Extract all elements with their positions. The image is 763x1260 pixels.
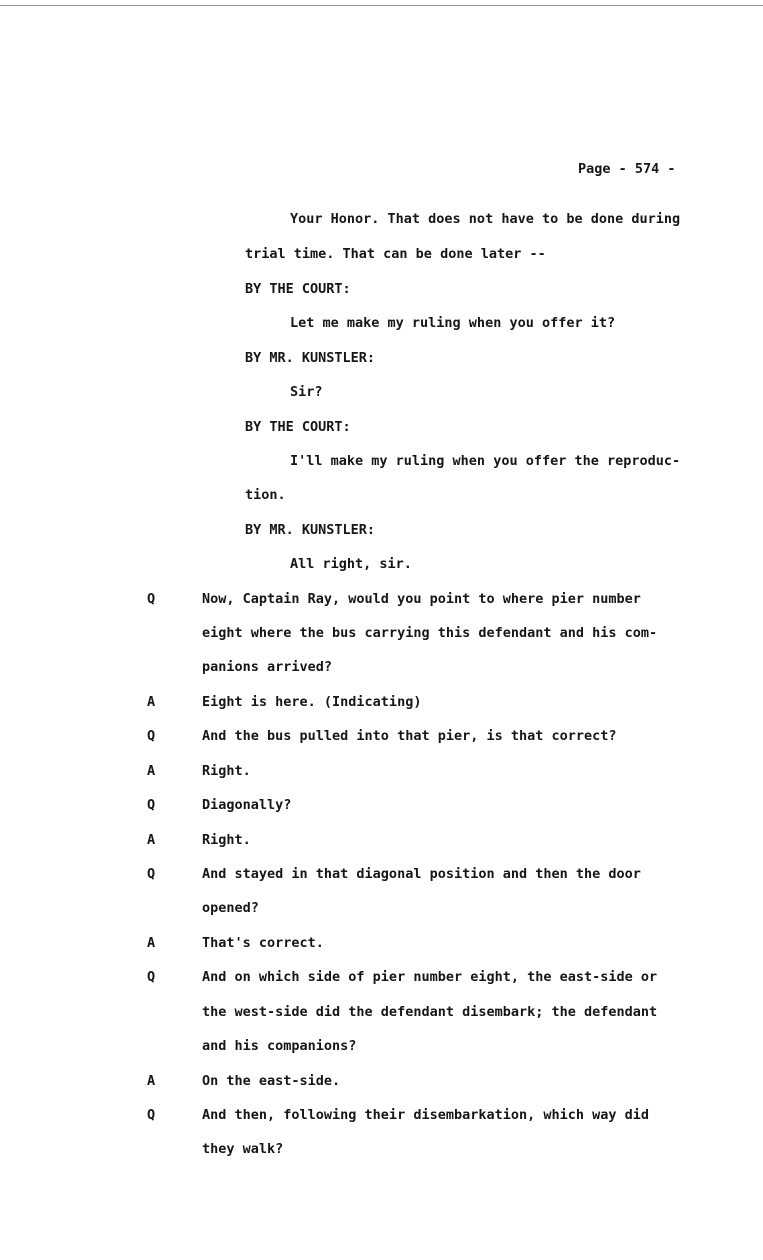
transcript-line: Sir?	[290, 384, 323, 400]
qa-label: Q	[147, 797, 156, 813]
qa-text: That's correct.	[202, 935, 324, 951]
transcript-line: trial time. That can be done later --	[245, 246, 546, 262]
speaker-heading: BY THE COURT:	[245, 419, 351, 435]
qa-label: Q	[147, 728, 156, 744]
page-number: Page - 574 -	[578, 161, 676, 177]
qa-text: Eight is here. (Indicating)	[202, 694, 422, 710]
qa-text: Diagonally?	[202, 797, 292, 813]
transcript-line: Let me make my ruling when you offer it?	[290, 315, 616, 331]
speaker-heading: BY MR. KUNSTLER:	[245, 350, 376, 366]
transcript-line: tion.	[245, 487, 286, 503]
qa-text: the west-side did the defendant disembark; the defendant	[202, 1004, 658, 1020]
qa-text: Now, Captain Ray, would you point to where pier number	[202, 591, 641, 607]
transcript-line: All right, sir.	[290, 556, 412, 572]
qa-label: A	[147, 694, 156, 710]
qa-label: Q	[147, 969, 156, 985]
qa-text: On the east-side.	[202, 1073, 341, 1089]
qa-text: And on which side of pier number eight, the east-side or	[202, 969, 658, 985]
qa-text: opened?	[202, 900, 259, 916]
qa-label: Q	[147, 866, 156, 882]
qa-text: panions arrived?	[202, 659, 333, 675]
qa-text: And then, following their disembarkation, which way did	[202, 1107, 650, 1123]
speaker-heading: BY THE COURT:	[245, 281, 351, 297]
top-edge-rule	[0, 5, 763, 6]
speaker-heading: BY MR. KUNSTLER:	[245, 522, 376, 538]
qa-label: A	[147, 1073, 156, 1089]
qa-text: And stayed in that diagonal position and then the door	[202, 866, 641, 882]
qa-label: A	[147, 763, 156, 779]
qa-text: Right.	[202, 763, 251, 779]
transcript-line: Your Honor. That does not have to be done during	[290, 211, 681, 227]
transcript-line: I'll make my ruling when you offer the reproduc-	[290, 453, 681, 469]
qa-text: Right.	[202, 832, 251, 848]
qa-text: they walk?	[202, 1141, 284, 1157]
qa-text: and his companions?	[202, 1038, 357, 1054]
qa-label: A	[147, 832, 156, 848]
qa-label: Q	[147, 1107, 156, 1123]
qa-label: Q	[147, 591, 156, 607]
qa-text: And the bus pulled into that pier, is that correct?	[202, 728, 617, 744]
qa-label: A	[147, 935, 156, 951]
qa-text: eight where the bus carrying this defendant and his com-	[202, 625, 658, 641]
